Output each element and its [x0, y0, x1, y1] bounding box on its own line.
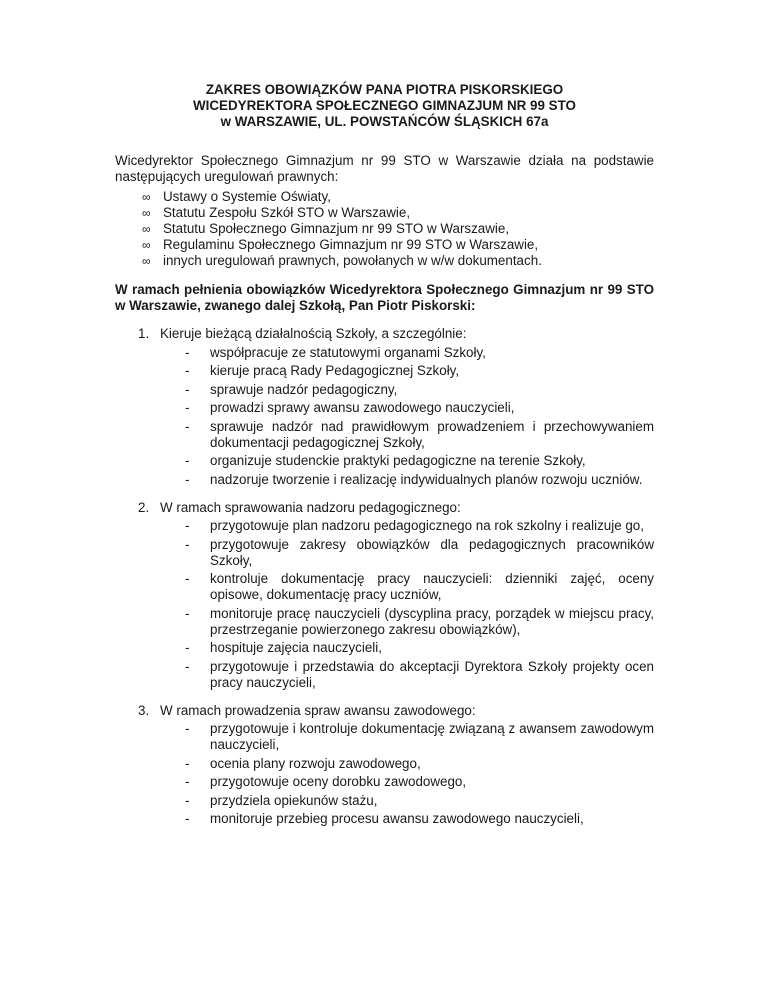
dash-bullet-icon: -: [185, 571, 190, 586]
legal-basis-text: Statutu Zespołu Szkół STO w Warszawie,: [163, 205, 411, 220]
duty-sub-item: [115, 363, 654, 379]
duty-sub-item: [115, 659, 654, 691]
dash-bullet-icon: -: [185, 721, 190, 736]
dash-bullet-icon: -: [185, 453, 190, 468]
title-line-1: ZAKRES OBOWIĄZKÓW PANA PIOTRA PISKORSKIEGO: [205, 82, 564, 97]
item-number: 1.: [138, 326, 150, 341]
duties-intro-paragraph: W ramach pełnienia obowiązków Wicedyrektora Społecznego Gimnazjum nr 99 STO w Warszawie, zwanego dalej Szkołą, Pan Piotr Piskorski:: [115, 282, 654, 313]
title-line-2: WICEDYREKTORA SPOŁECZNEGO GIMNAZJUM NR 99 STO: [193, 98, 576, 113]
duty-sub-item-text: prowadzi sprawy awansu zawodowego nauczycieli,: [210, 400, 515, 415]
document-title: [115, 82, 654, 130]
numbered-duty-label-row: [115, 326, 654, 342]
dash-bullet-icon: -: [185, 381, 190, 397]
duty-sub-item: [115, 640, 654, 656]
infinity-bullet-icon: ∞: [142, 238, 151, 252]
numbered-duty-item: [115, 500, 654, 691]
dash-bullet-icon: -: [185, 344, 190, 360]
numbered-duty-item: [115, 326, 654, 488]
duty-sub-item-text: sprawuje nadzór pedagogiczny,: [210, 381, 398, 397]
duties-numbered-list: [115, 326, 654, 827]
infinity-bullet-icon: ∞: [142, 254, 151, 268]
duty-sub-item-text: przydziela opiekunów stażu,: [210, 792, 378, 808]
item-label: Kieruje bieżącą działalnością Szkoły, a szczególnie:: [160, 326, 467, 341]
duty-sub-list: [115, 518, 654, 691]
dash-bullet-icon: -: [185, 536, 190, 552]
infinity-bullet-icon: ∞: [142, 206, 151, 220]
duty-sub-item-text: przygotowuje i kontroluje dokumentację związaną z awansem zawodowym nauczycieli,: [210, 721, 654, 752]
intro-paragraph: Wicedyrektor Społecznego Gimnazjum nr 99 STO w Warszawie działa na podstawie następujących uregulowań prawnych:: [115, 153, 654, 184]
item-number: 2.: [138, 499, 150, 515]
legal-basis-item: [115, 189, 654, 205]
duty-sub-item: [115, 571, 654, 603]
duty-sub-item-text: sprawuje nadzór nad prawidłowym prowadzeniem i przechowywaniem dokumentacji pedagogicznej Szkoły,: [210, 418, 654, 450]
duty-sub-item-text: nadzoruje tworzenie i realizację indywidualnych planów rozwoju uczniów.: [210, 471, 643, 487]
duty-sub-item-text: współpracuje ze statutowymi organami Szkoły,: [210, 344, 486, 360]
duty-sub-item-text: przygotowuje i przedstawia do akceptacji Dyrektora Szkoły projekty ocen pracy nauczycieli,: [210, 658, 654, 690]
duty-sub-item-text: hospituje zajęcia nauczycieli,: [210, 640, 382, 655]
duty-sub-item: [115, 472, 654, 488]
legal-basis-text: innych uregulowań prawnych, powołanych w w/w dokumentach.: [163, 253, 542, 268]
legal-basis-item: [115, 237, 654, 253]
legal-basis-text: Statutu Społecznego Gimnazjum nr 99 STO w Warszawie,: [163, 221, 510, 236]
duty-sub-list: [115, 345, 654, 488]
dash-bullet-icon: -: [185, 774, 190, 789]
duty-sub-item: [115, 811, 654, 827]
duty-sub-item: [115, 606, 654, 638]
duty-sub-item: [115, 400, 654, 416]
dash-bullet-icon: -: [185, 518, 190, 533]
dash-bullet-icon: -: [185, 640, 190, 655]
infinity-bullet-icon: ∞: [142, 190, 151, 204]
dash-bullet-icon: -: [185, 605, 190, 621]
legal-bases-list: [115, 189, 654, 269]
item-number: 3.: [138, 702, 150, 718]
dash-bullet-icon: -: [185, 755, 190, 771]
duty-sub-item: [115, 453, 654, 469]
legal-basis-text: Ustawy o Systemie Oświaty,: [163, 189, 331, 204]
dash-bullet-icon: -: [185, 471, 190, 487]
duty-sub-item: [115, 345, 654, 361]
duty-sub-item-text: monitoruje pracę nauczycieli (dyscyplina pracy, porządek w miejscu pracy, przestrzeganie powierzonego zakresu obowiązków),: [210, 605, 654, 637]
duty-sub-item: [115, 793, 654, 809]
dash-bullet-icon: -: [185, 363, 190, 378]
item-label: W ramach sprawowania nadzoru pedagogicznego:: [160, 499, 461, 515]
duty-sub-list: [115, 721, 654, 827]
duty-sub-item-text: monitoruje przebieg procesu awansu zawodowego nauczycieli,: [210, 811, 584, 826]
duty-sub-item-text: kieruje pracą Rady Pedagogicznej Szkoły,: [210, 363, 460, 378]
duty-sub-item: [115, 721, 654, 753]
item-label: W ramach prowadzenia spraw awansu zawodowego:: [160, 702, 476, 718]
numbered-duty-label-row: [115, 500, 654, 516]
infinity-bullet-icon: ∞: [142, 222, 151, 236]
duty-sub-item-text: kontroluje dokumentację pracy nauczycieli: dzienniki zajęć, oceny opisowe, dokumentację pracy uczniów,: [210, 571, 654, 602]
duty-sub-item-text: organizuje studenckie praktyki pedagogiczne na terenie Szkoły,: [210, 453, 586, 468]
dash-bullet-icon: -: [185, 792, 190, 808]
numbered-duty-item: [115, 703, 654, 828]
legal-basis-text: Regulaminu Społecznego Gimnazjum nr 99 STO w Warszawie,: [163, 237, 539, 252]
duty-sub-item-text: przygotowuje zakresy obowiązków dla pedagogicznych pracowników Szkoły,: [210, 536, 654, 568]
dash-bullet-icon: -: [185, 418, 190, 434]
legal-basis-item: [115, 253, 654, 269]
legal-basis-item: [115, 205, 654, 221]
duty-sub-item: [115, 537, 654, 569]
dash-bullet-icon: -: [185, 811, 190, 826]
dash-bullet-icon: -: [185, 658, 190, 674]
numbered-duty-label-row: [115, 703, 654, 719]
dash-bullet-icon: -: [185, 400, 190, 415]
duty-sub-item: [115, 756, 654, 772]
duty-sub-item: [115, 382, 654, 398]
duty-sub-item: [115, 774, 654, 790]
legal-basis-item: [115, 221, 654, 237]
duty-sub-item-text: ocenia plany rozwoju zawodowego,: [210, 755, 421, 771]
duty-sub-item-text: przygotowuje oceny dorobku zawodowego,: [210, 774, 467, 789]
title-line-3: w WARSZAWIE, UL. POWSTAŃCÓW ŚLĄSKICH 67a: [220, 114, 549, 129]
duty-sub-item: [115, 518, 654, 534]
duty-sub-item: [115, 419, 654, 451]
duty-sub-item-text: przygotowuje plan nadzoru pedagogicznego na rok szkolny i realizuje go,: [210, 518, 644, 533]
